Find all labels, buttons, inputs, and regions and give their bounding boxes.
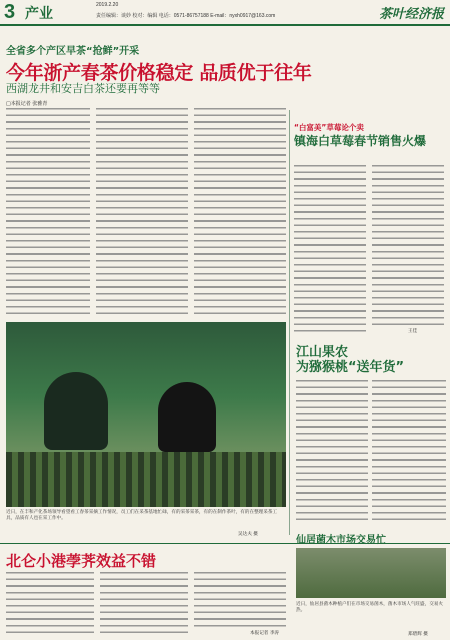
seedling-trays	[6, 452, 286, 507]
sidebar-author: 王佳	[408, 329, 418, 334]
lead-article-col-3	[194, 108, 286, 318]
mid-right-col-2	[372, 380, 446, 525]
bottom-left-col-1	[6, 572, 94, 634]
column-divider	[289, 110, 290, 535]
issue-date: 2019.2.20	[96, 2, 119, 8]
bottom-left-col-3	[194, 572, 286, 628]
sidebar-kicker: “白富美”草莓论个卖	[294, 123, 364, 132]
page-number: 3	[4, 1, 16, 23]
mid-right-title: 江山果农 为猕猴桃“送年货”	[296, 345, 405, 375]
worker-figure-2	[158, 382, 216, 452]
bottom-left-credit: 本报记者 李涛	[250, 631, 280, 636]
bottom-right-title: 仙居菌木市场交易忙	[296, 535, 386, 546]
lead-article-col-1	[6, 108, 90, 318]
lead-photo-caption: 近日，在丰和产化茶场领导看望看工春茶采摘工作情况，员工们在采茶基地忙碌，有的采茶采茶，有的在制作茶叶，有的在整理采茶工具，品质有人也在采工作中。	[6, 510, 278, 521]
bottom-left-headline: 北仑小港荸荠效益不错	[6, 552, 157, 570]
lead-headline: 今年浙产春茶价格稳定 品质优于往年	[6, 62, 312, 84]
lead-subhead: 西湖龙井和安吉白茶还要再等等	[6, 82, 160, 95]
bottom-right-photo	[296, 548, 446, 598]
sidebar-article-col-1	[294, 165, 366, 333]
editor-line: 责任编辑：谈妙 校对：编辑 电话：0571-86757188 E-mail：nyxh0917@163.com	[96, 13, 276, 19]
masthead	[0, 0, 450, 26]
lead-photo-credit: 吴达夫 摄	[238, 532, 258, 537]
lead-kicker: 全省多个产区早茶“抢鲜”开采	[6, 46, 140, 57]
sidebar-title: 镇海白草莓春节销售火爆	[294, 134, 427, 148]
bottom-left-col-2	[100, 572, 188, 634]
bottom-right-author: 郑碧辉 摄	[408, 632, 428, 637]
lead-byline: □本报记者 张雅青	[6, 101, 48, 107]
lead-photo	[6, 322, 286, 507]
lead-article-col-2	[96, 108, 188, 318]
section-title: 产业	[25, 6, 53, 22]
bottom-right-caption: 近日，仙居县菌木种植户们在市场交易菌木，菌木市场人气旺盛，交易火热。	[296, 602, 444, 613]
mid-right-col-1	[296, 380, 368, 525]
worker-figure-1	[44, 372, 108, 450]
newspaper-logo: 茶叶经济报	[378, 7, 444, 22]
sidebar-article-col-2	[372, 165, 444, 325]
